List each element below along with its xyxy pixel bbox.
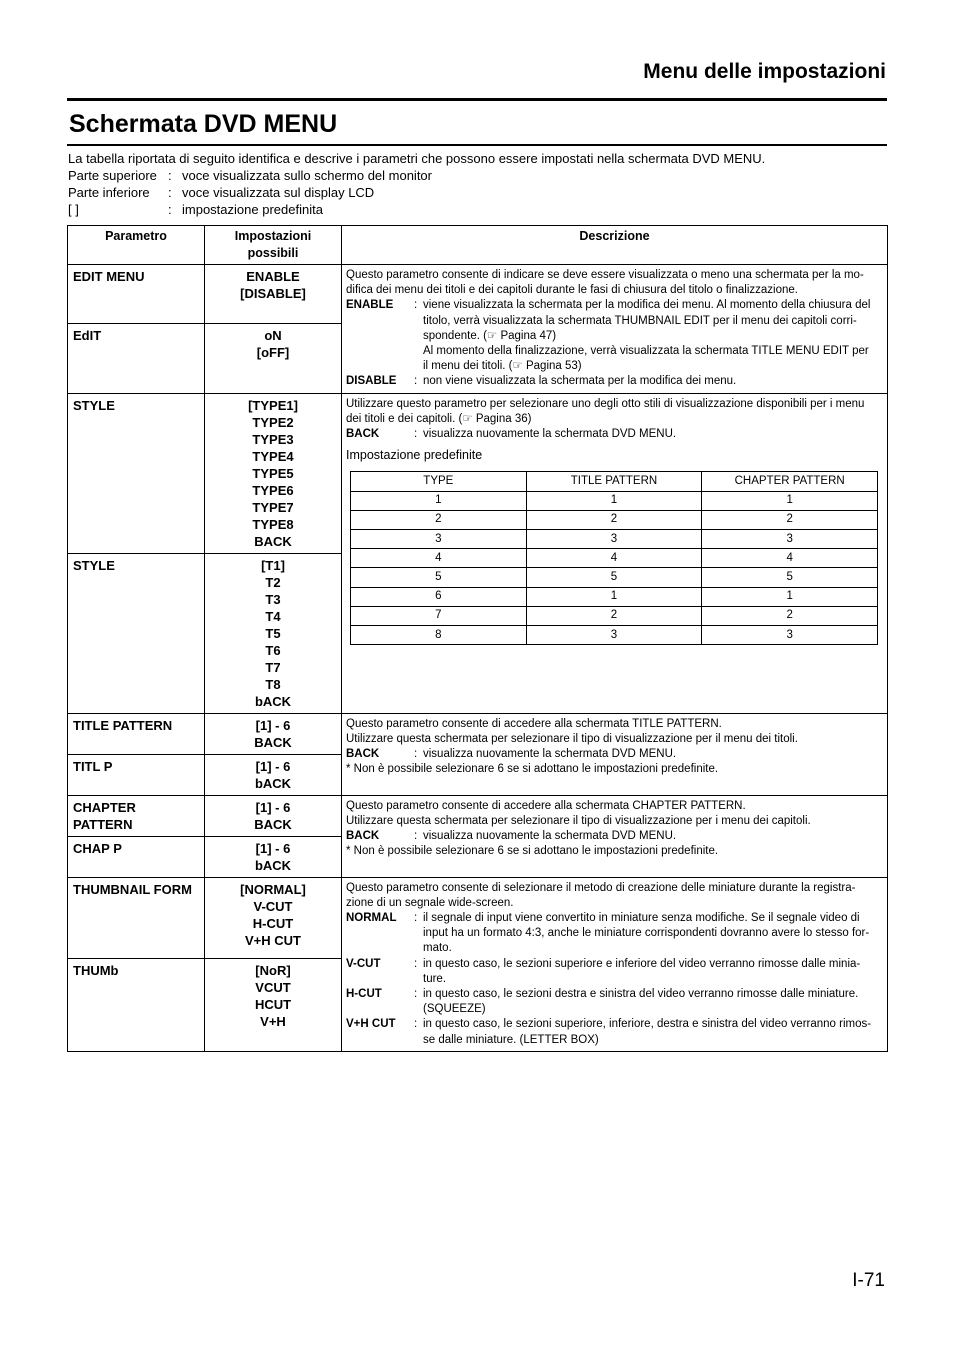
section-title: Menu delle impostazioni: [643, 60, 886, 83]
header-param: Parametro: [68, 226, 205, 265]
value-item: [1] - 6: [255, 840, 291, 856]
option-key: BACK: [346, 748, 380, 761]
defaults-header-row: [351, 472, 878, 491]
param-cell: STYLE: [68, 553, 205, 713]
value-item: oN: [264, 328, 282, 344]
desc-line: in questo caso, le sezioni superiore e inferiore del video verranno rimosse dalle minia-: [423, 957, 861, 970]
desc-cell: [342, 393, 888, 713]
defaults-cell: 4: [526, 549, 702, 568]
defaults-header: TITLE PATTERN: [526, 472, 702, 491]
value-item: V+H CUT: [245, 932, 301, 948]
intro-text: La tabella riportata di seguito identifica e descrive i parametri che possono essere impostati nella schermata DVD MENU.: [68, 151, 766, 166]
option-desc: visualizza nuovamente la schermata DVD MENU.: [423, 830, 677, 843]
defaults-label: Impostazione predefinite: [346, 448, 483, 463]
defaults-header: TYPE: [351, 472, 527, 491]
values-cell: [205, 795, 342, 836]
legend-key: Parte superiore: [68, 168, 157, 183]
defaults-cell: 6: [351, 587, 527, 606]
value-item: TYPE4: [252, 448, 294, 464]
values-cell: [205, 877, 342, 958]
desc-line: in questo caso, le sezioni superiore, inferiore, destra e sinistra del video verranno rimos-: [423, 1018, 872, 1031]
value-item: T6: [265, 642, 281, 658]
param-cell: CHAP P: [68, 836, 205, 877]
desc-line: viene visualizzata la schermata per la modifica dei menu. Al momento della chiusura del: [423, 299, 871, 312]
defaults-cell: 1: [702, 491, 878, 510]
desc-line: zione di un segnale wide-screen.: [346, 896, 514, 909]
defaults-cell: 3: [526, 625, 702, 644]
value-item: V+H: [260, 1013, 286, 1029]
desc-line: Questo parametro consente di accedere alla schermata CHAPTER PATTERN.: [346, 799, 746, 812]
option-key: NORMAL: [346, 912, 397, 925]
desc-line: Questo parametro consente di selezionare il metodo di creazione delle miniature durante la registra-: [346, 881, 856, 894]
intro: [68, 150, 888, 218]
option-list: [346, 427, 883, 442]
defaults-cell: 3: [702, 625, 878, 644]
values-cell: [205, 713, 342, 754]
defaults-cell: 1: [702, 587, 878, 606]
defaults-header: CHAPTER PATTERN: [702, 472, 878, 491]
table-row: [68, 393, 888, 553]
defaults-cell: 2: [702, 606, 878, 625]
param-line: CHAPTER: [73, 799, 136, 815]
value-item: BACK: [254, 734, 292, 750]
defaults-table: [350, 471, 878, 645]
value-item: BACK: [254, 533, 292, 549]
legend-colon: :: [168, 168, 172, 183]
desc-cell: [342, 713, 888, 795]
defaults-cell: 5: [702, 568, 878, 587]
param-cell: TITLE PATTERN: [68, 713, 205, 754]
desc-line: se dalle miniature. (LETTER BOX): [423, 1033, 599, 1046]
header-values-line1: Impostazioni: [234, 229, 312, 243]
note: * Non è possibile selezionare 6 se si adottano le impostazioni predefinite.: [346, 763, 719, 776]
values-cell: [205, 393, 342, 553]
values-cell: [205, 265, 342, 324]
desc-line: Questo parametro consente di indicare se deve essere visualizzata o meno una schermata per la mo-: [346, 269, 864, 281]
desc-line: dei titoli e dei capitoli. (☞ Pagina 36): [346, 412, 532, 425]
value-item: V-CUT: [253, 898, 293, 914]
table-row: [68, 795, 888, 836]
desc-cell: [342, 265, 888, 394]
values-cell: [205, 836, 342, 877]
value-item: HCUT: [254, 996, 292, 1012]
value-item: T2: [265, 574, 281, 590]
param-line: PATTERN: [73, 816, 133, 832]
value-item: TYPE8: [252, 516, 294, 532]
title-rule: [67, 144, 887, 146]
value-item: [oFF]: [256, 345, 290, 361]
defaults-cell: 7: [351, 606, 527, 625]
defaults-cell: 1: [526, 491, 702, 510]
defaults-row: [351, 568, 878, 587]
value-item: T7: [265, 659, 281, 675]
option-desc: [423, 987, 883, 1017]
legend-value: voce visualizzata sullo schermo del monitor: [182, 168, 432, 183]
option-desc: non viene visualizzata la schermata per la modifica dei menu.: [423, 375, 737, 388]
desc-line: spondente. (☞ Pagina 47): [423, 329, 557, 342]
desc-cell: [342, 795, 888, 877]
desc-line: il segnale di input viene convertito in miniature senza modifiche. Se il segnale video di: [423, 912, 860, 925]
table-header-row: [68, 226, 888, 265]
table-row: [68, 265, 888, 324]
note: * Non è possibile selezionare 6 se si adottano le impostazioni predefinite.: [346, 845, 719, 858]
value-item: T5: [265, 625, 281, 641]
value-item: [T1]: [261, 557, 285, 573]
value-item: bACK: [254, 693, 292, 709]
option-colon: :: [414, 830, 418, 843]
value-item: T3: [265, 591, 281, 607]
desc-line: difica dei menu dei titoli e dei capitoli durante le fasi di chiusura del titolo o finalizzazione.: [346, 284, 798, 297]
table-row: [68, 877, 888, 958]
param-cell: THUMBNAIL FORM: [68, 877, 205, 958]
values-cell: [205, 553, 342, 713]
legend-colon: :: [168, 202, 172, 217]
value-item: [TYPE1]: [248, 397, 298, 413]
option-key: DISABLE: [346, 375, 397, 388]
option-colon: :: [414, 988, 418, 1001]
values-cell: [205, 754, 342, 795]
defaults-row: [351, 587, 878, 606]
legend-value: impostazione predefinita: [182, 202, 323, 217]
desc-line: Utilizzare questo parametro per selezionare uno degli otto stili di visualizzazione disponibili per i menu: [346, 397, 865, 410]
desc-line: titolo, verrà visualizzata la schermata THUMBNAIL EDIT per il menu dei capitoli corri-: [423, 314, 857, 327]
defaults-cell: 1: [351, 491, 527, 510]
option-colon: :: [414, 299, 418, 312]
option-key: V+H CUT: [346, 1018, 396, 1031]
defaults-row: [351, 606, 878, 625]
table-row: [68, 713, 888, 754]
value-item: [1] - 6: [255, 799, 291, 815]
value-item: H-CUT: [252, 915, 294, 931]
defaults-cell: 4: [351, 549, 527, 568]
defaults-cell: 1: [526, 587, 702, 606]
defaults-cell: 8: [351, 625, 527, 644]
header-values-line2: possibili: [247, 246, 299, 260]
defaults-row: [351, 625, 878, 644]
value-item: ENABLE: [246, 269, 300, 284]
page-title: Schermata DVD MENU: [69, 110, 338, 138]
value-item: [1] - 6: [255, 758, 291, 774]
value-item: T4: [265, 608, 281, 624]
desc-cell: [342, 877, 888, 1051]
desc-line: Utilizzare questa schermata per selezionare il tipo di visualizzazione per i menu dei capitoli.: [346, 814, 811, 827]
header-values: [205, 226, 342, 265]
option-key: BACK: [346, 428, 380, 441]
legend-colon: :: [168, 185, 172, 200]
defaults-cell: 2: [526, 606, 702, 625]
value-item: TYPE5: [252, 465, 294, 481]
legend-key: [ ]: [68, 202, 79, 217]
header-rule: [67, 98, 887, 101]
value-item: [DISABLE]: [240, 286, 306, 301]
defaults-cell: 5: [351, 568, 527, 587]
defaults-cell: 4: [702, 549, 878, 568]
settings-table: [67, 225, 888, 1052]
param-cell: EDIT MENU: [68, 265, 205, 324]
desc-line: ture.: [423, 972, 447, 985]
option-desc: [423, 957, 883, 987]
value-item: TYPE6: [252, 482, 294, 498]
option-desc: [423, 911, 883, 957]
option-list: [346, 747, 883, 762]
value-item: T8: [265, 676, 281, 692]
option-list: [346, 911, 883, 1048]
desc-line: (SQUEEZE): [423, 1003, 486, 1016]
value-item: [1] - 6: [255, 717, 291, 733]
legend-row: [68, 167, 888, 184]
option-colon: :: [414, 1018, 418, 1031]
value-item: bACK: [254, 857, 292, 873]
option-list: [346, 298, 883, 389]
defaults-row: [351, 549, 878, 568]
desc-line: Utilizzare questa schermata per selezionare il tipo di visualizzazione per il menu dei titoli.: [346, 732, 798, 745]
defaults-row: [351, 530, 878, 549]
desc-line: Al momento della finalizzazione, verrà visualizzata la schermata TITLE MENU EDIT per: [423, 345, 869, 358]
value-item: bACK: [254, 775, 292, 791]
values-cell: [205, 958, 342, 1051]
option-colon: :: [414, 912, 418, 925]
option-desc: visualizza nuovamente la schermata DVD MENU.: [423, 428, 677, 441]
option-key: H-CUT: [346, 988, 382, 1001]
desc-line: in questo caso, le sezioni destra e sinistra del video verranno rimosse dalle miniature.: [423, 988, 859, 1001]
defaults-cell: 2: [526, 510, 702, 529]
defaults-cell: 5: [526, 568, 702, 587]
values-cell: [205, 324, 342, 394]
value-item: [NORMAL]: [240, 881, 306, 897]
legend-value: voce visualizzata sul display LCD: [182, 185, 375, 200]
value-item: [NoR]: [255, 962, 291, 978]
value-item: TYPE3: [252, 431, 294, 447]
option-key: ENABLE: [346, 299, 394, 312]
value-item: BACK: [254, 816, 292, 832]
option-desc: [423, 298, 883, 374]
defaults-cell: 3: [526, 530, 702, 549]
defaults-cell: 2: [702, 510, 878, 529]
value-item: VCUT: [255, 979, 291, 995]
option-colon: :: [414, 428, 418, 441]
option-key: V-CUT: [346, 957, 381, 970]
value-item: TYPE2: [252, 414, 294, 430]
defaults-row: [351, 491, 878, 510]
desc-line: mato.: [423, 942, 452, 955]
defaults-row: [351, 510, 878, 529]
defaults-cell: 3: [351, 530, 527, 549]
param-cell: THUMb: [68, 958, 205, 1051]
legend-key: Parte inferiore: [68, 185, 150, 200]
param-cell: [68, 795, 205, 836]
legend-row: [68, 201, 888, 218]
option-colon: :: [414, 375, 418, 388]
option-colon: :: [414, 957, 418, 970]
header-desc: Descrizione: [342, 226, 888, 265]
desc-line: Questo parametro consente di accedere alla schermata TITLE PATTERN.: [346, 717, 722, 730]
desc-line: input ha un formato 4:3, anche le miniature corrispondenti dovranno avere lo stesso for-: [423, 927, 870, 940]
option-colon: :: [414, 748, 418, 761]
page-number: I-71: [852, 1270, 885, 1291]
param-cell: TITL P: [68, 754, 205, 795]
legend-row: [68, 184, 888, 201]
option-desc: visualizza nuovamente la schermata DVD MENU.: [423, 748, 677, 761]
value-item: TYPE7: [252, 499, 294, 515]
defaults-cell: 2: [351, 510, 527, 529]
desc-line: il menu dei titoli. (☞ Pagina 53): [423, 360, 582, 373]
option-desc: [423, 1017, 883, 1047]
defaults-cell: 3: [702, 530, 878, 549]
option-list: [346, 829, 883, 844]
param-cell: EdIT: [68, 324, 205, 394]
option-key: BACK: [346, 830, 380, 843]
param-cell: STYLE: [68, 393, 205, 553]
